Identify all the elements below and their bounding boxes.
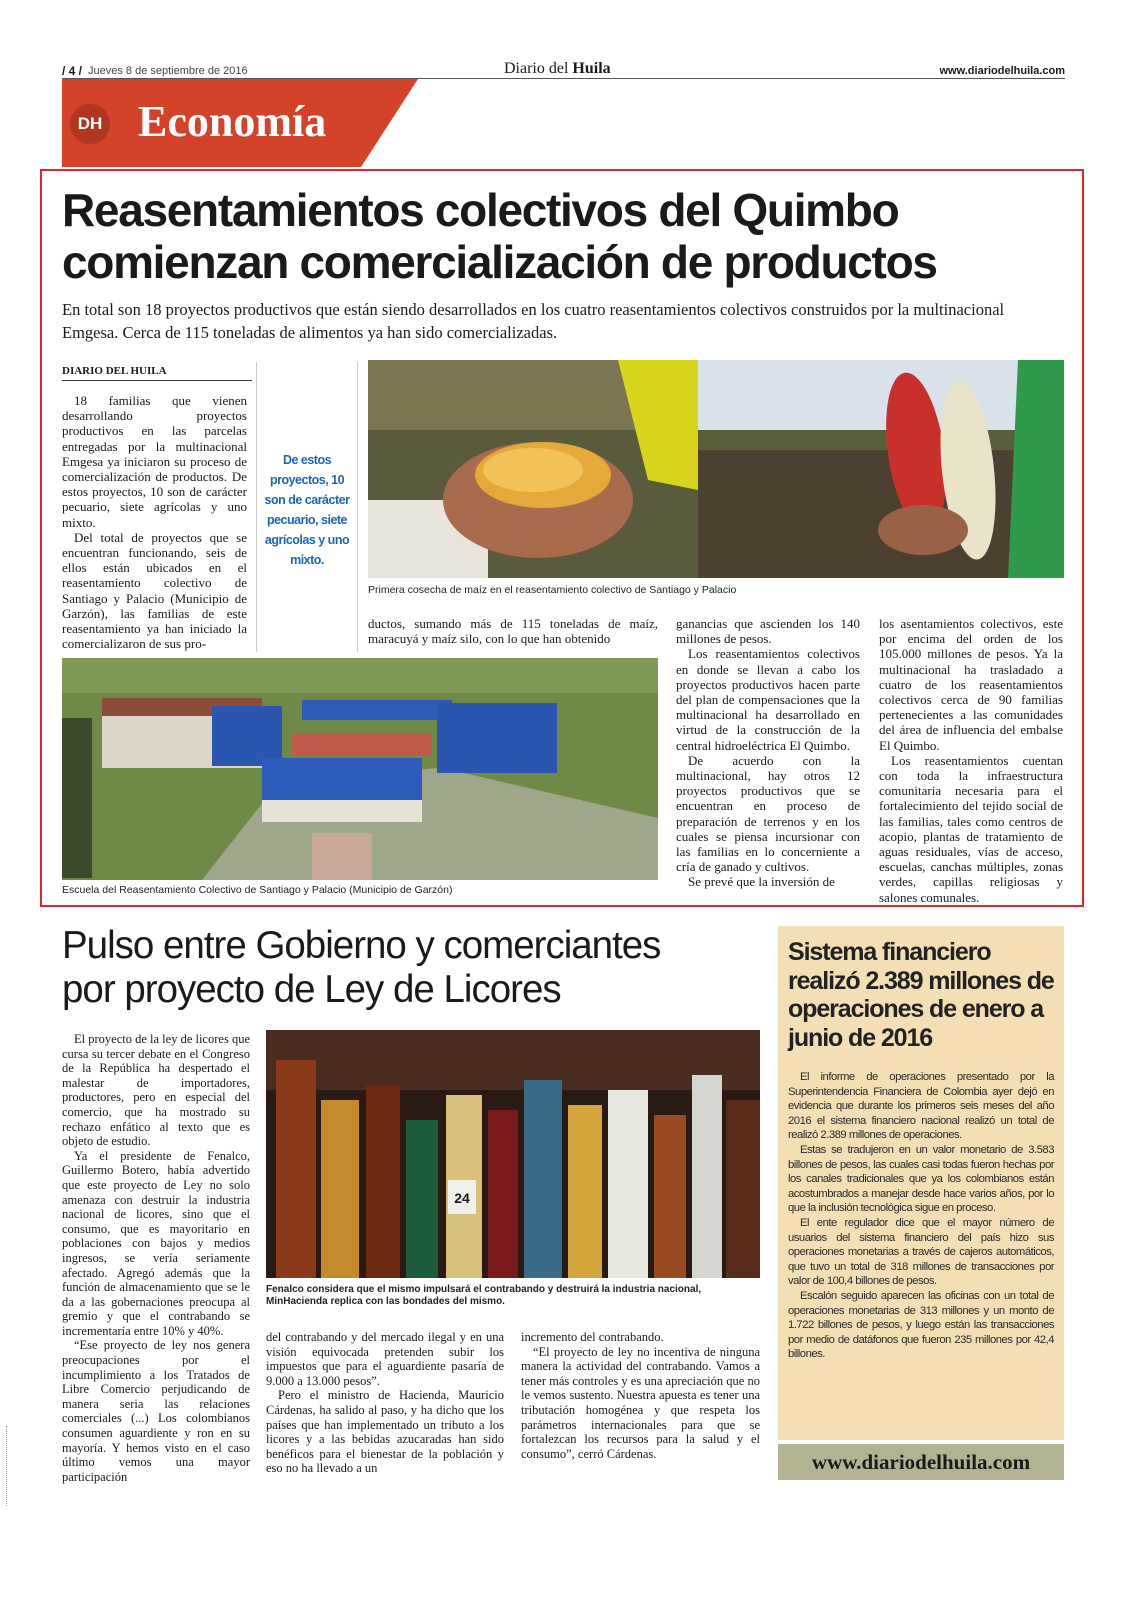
masthead: Diario del Huila (504, 60, 611, 77)
pullquote: De estos proyectos, 10 son de carácter pecuario, siete agrícolas y uno mixto. (264, 453, 350, 567)
section-logo: DH (70, 104, 110, 144)
issue-date: Jueves 8 de septiembre de 2016 (88, 65, 248, 77)
photo1-caption: Primera cosecha de maíz en el reasentamiento colectivo de Santiago y Palacio (368, 584, 737, 596)
article3-body: El informe de operaciones presentado por la Superintendencia Financiera de Colombia ayer dejó en evidencia que durante los primeros seis meses del año 2016 el sistema financiero nacional realizó un total de realizó 2.389 millones de operaciones. Estas se tradujeron en un valor monetario de 3.583 billones de pesos, las cuales casi todas fueron hechas por los canales tradicionales que ya los colombianos están acostumbrados a manejar desde hace varios años, por lo que la inclusión tecnológica sigue en proceso. El ente regulador dice que el mayor número de usuarios del sistema financiero del país hizo sus operaciones monetarias a través de cajeros automáticos, que tuvo un total de 318 millones de transacciones por valor de 100,4 billones de pesos. Escalón seguido aparecen las oficinas con un total de operaciones monetarias de 313 millones y un monto de 1.722 billones de pesos, y luego están las transacciones por medio de datáfonos que fueron 235 millones por 42,4 billones. (788, 1071, 1054, 1361)
article2-col1: El proyecto de la ley de licores que cursa su tercer debate en el Congreso de la República ha despertado el malestar de importadores, productores, pero en especial del comercio, que ha mostrado su rechazo enfático al texto que es objeto de estudio. Ya el presidente de Fenalco, Guillermo Botero, había advertido que este proyecto de Ley no solo amenaza con destruir la industria nacional de licores, sino que el consumo, que es mayoritario en poblaciones con bajos y medios ingresos, se vería seriamente afectado. Agregó además que la función de almacenamiento que se le da a las gobernaciones preocupa al gremio y que el contrabando se incrementaría entre 10% y 40%. “Ese proyecto de ley nos genera preocupaciones por el incumplimiento a los Tratados de Libre Comercio perjudicando de manera seria las relaciones comerciales (...) Los colombianos consumen aguardiente y ron en su mayoría. Y hemos visto en el caso último vemos una mayor participación (62, 1032, 250, 1484)
bottle-label-24: 24 (454, 1190, 470, 1206)
header-rule (62, 78, 1065, 79)
pullquote-rule-left (256, 362, 257, 652)
byline-rule (62, 380, 252, 381)
byline: DIARIO DEL HUILA (62, 365, 167, 377)
article1-col3: ganancias que ascienden los 140 millones de pesos. Los reasentamientos colectivos en donde se llevan a cabo los proyectos productivos hacen parte del plan de compensaciones que la multinacional ha desarrollado en virtud de la construcción de la central hidroeléctrica El Quimbo. De acuerdo con la multinacional, hay otros 12 proyectos productivos que se encuentran en proceso de preparación de terrenos y en los cuales se piensa incursionar con las familias en lo concerniente a cría de ganado y cultivos. Se prevé que la inversión de (676, 616, 860, 890)
liquor-bottles-photo (266, 1030, 760, 1278)
article1-col1: 18 familias que vienen desarrollando proyectos productivos en las parcelas entregadas por la multinacional Emgesa ya iniciaron su proceso de comercialización de productos. De estos proyectos, 10 son de carácter pecuario, siete agrícolas y uno mixto. Del total de proyectos que se encuentran funcionando, seis de ellos están ubicados en el reasentamiento colectivo de Santiago y Palacio (Municipio de Garzón), las familias de este reasentamiento ya han iniciado la comercializaron de sus pro- (62, 393, 247, 652)
section-title: Economía (138, 97, 327, 146)
article3-headline: Sistema financiero realizó 2.389 millones de operaciones de enero a junio de 2016 (788, 938, 1054, 1052)
pullquote-rule-right (357, 362, 358, 652)
footer-url[interactable]: www.diariodelhuila.com (811, 1450, 1031, 1474)
photo2-caption: Escuela del Reasentamiento Colectivo de Santiago y Palacio (Municipio de Garzón) (62, 884, 453, 896)
footer-url-bar[interactable] (778, 1444, 1064, 1480)
article1-col4: los asentamientos colectivos, este por encima del orden de los 105.000 millones de pesos. Ya la multinacional ha trasladado a cuatro de los reasentamientos colectivos cerca de 90 familias pertenecientes a las comunidades del área de influencia del embalse El Quimbo. Los reasentamientos cuentan con toda la infraestructura comunitaria necesaria para el fortalecimiento del tejido social de las familias, tales como centros de acopio, plantas de tratamiento de aguas residuales, vías de acceso, escuelas, canchas múltiples, zonas verdes, capillas religiosas y salones comunales. (879, 616, 1063, 905)
column-divider-dots (6, 1426, 7, 1506)
article1-deck: En total son 18 proyectos productivos que están siendo desarrollados en los cuatro reasentamientos colectivos construidos por la multinacional Emgesa. Cerca de 115 toneladas de alimentos ya han sido comercializadas. (62, 300, 1005, 342)
article2-headline: Pulso entre Gobierno y comerciantes por proyecto de Ley de Licores (62, 924, 661, 1011)
article2-col2: del contrabando y del mercado ilegal y en una visión equivocada pretenden subir los impuestos que para el aguardiente pasaría de 9.000 a 13.000 pesos”. Pero el ministro de Hacienda, Mauricio Cárdenas, ha salido al paso, y ha dicho que los países que han implementado un tributo a los licores y a las bebidas azucaradas han sido benéficos para el bienestar de la población y eso no ha llevado a un (266, 1330, 504, 1476)
article1-col2: ductos, sumando más de 115 toneladas de maíz, maracuyá y maíz silo, con lo que han obtenido (368, 616, 658, 647)
photo3-caption: Fenalco considera que el mismo impulsará el contrabando y destruirá la industria nacional, MinHacienda replica con las bondades del mismo. (266, 1284, 702, 1307)
article1-headline: Reasentamientos colectivos del Quimbo comienzan comercialización de productos (62, 184, 937, 288)
corn-harvest-photo (368, 360, 1064, 578)
school-aerial-photo (62, 658, 658, 880)
article2-col3: incremento del contrabando. “El proyecto de ley no incentiva de ninguna manera la actividad del contrabando. Vamos a tener más controles y es una apreciación que no le vemos sustento. Nuestra apuesta es tener una tributación homogénea y que respeta los parámetros internacionales para que se fortalezcan los recursos para la salud y el consumo”, cerró Cárdenas. (521, 1330, 760, 1461)
website-link[interactable]: www.diariodelhuila.com (939, 65, 1065, 77)
page-number: / 4 / (62, 64, 83, 78)
